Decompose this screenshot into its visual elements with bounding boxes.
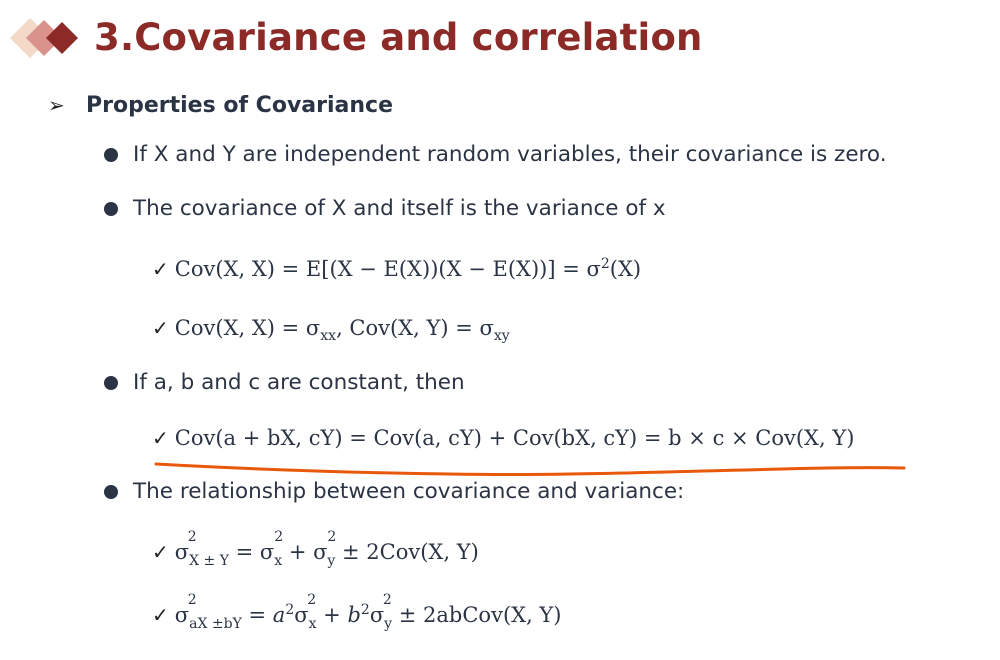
- bullet-text: If X and Y are independent random variables, their covariance is zero.: [133, 142, 887, 167]
- page-title: 3.Covariance and correlation: [94, 16, 703, 59]
- formula-text: σ 2 $_{X \pm Y}$ = σ 2 $_x$ + σ 2 $_y$ ± 2Cov(X, Y): [174, 529, 479, 569]
- bullet-dot-icon: [104, 485, 118, 499]
- bullet-item: [104, 479, 684, 504]
- checkmark-icon: ✓: [152, 540, 169, 564]
- checkmark-icon: ✓: [152, 257, 169, 281]
- formula-row: [152, 529, 479, 569]
- diamond-logo-icon: [8, 14, 88, 70]
- checkmark-icon: ✓: [152, 603, 169, 627]
- bullet-item: [104, 370, 465, 395]
- bullet-text: If a, b and c are constant, then: [133, 370, 465, 395]
- bullet-item: [104, 142, 887, 167]
- formula-text: Cov(a + bX, cY) = Cov(a, cY) + Cov(bX, cY) = b × c × Cov(X, Y): [174, 426, 855, 450]
- section-subheading: [48, 88, 393, 122]
- bullet-dot-icon: [104, 376, 118, 390]
- formula-text: Cov(X, $X) = E[(X - E(X))(X - E(X))] = \sigma^2(X)$: [174, 256, 642, 281]
- formula-row: [152, 592, 562, 632]
- checkmark-icon: ✓: [152, 316, 169, 340]
- formula-row: [152, 316, 510, 344]
- bullet-dot-icon: [104, 202, 118, 216]
- formula-text: σ 2 $_{aX \pm bY} = a^2\sigma$ 2 $_x + b^2\sigma$ 2 $_y$ ± 2abCov(X, Y): [174, 592, 562, 632]
- bullet-item: [104, 196, 666, 221]
- formula-row: [152, 256, 641, 281]
- bullet-text: The covariance of X and itself is the variance of x: [133, 196, 666, 221]
- formula-text: Cov(X, $X) = \sigma_{xx}$, Cov(X, $Y) = \sigma_{xy}$: [174, 316, 510, 345]
- arrow-bullet-icon: ➢: [48, 94, 65, 117]
- subheading-text: Properties of Covariance: [86, 92, 393, 118]
- checkmark-icon: ✓: [152, 426, 169, 450]
- bullet-dot-icon: [104, 148, 118, 162]
- bullet-text: The relationship between covariance and variance:: [133, 479, 685, 504]
- formula-row: [152, 426, 854, 450]
- handwritten-underline: [150, 452, 910, 482]
